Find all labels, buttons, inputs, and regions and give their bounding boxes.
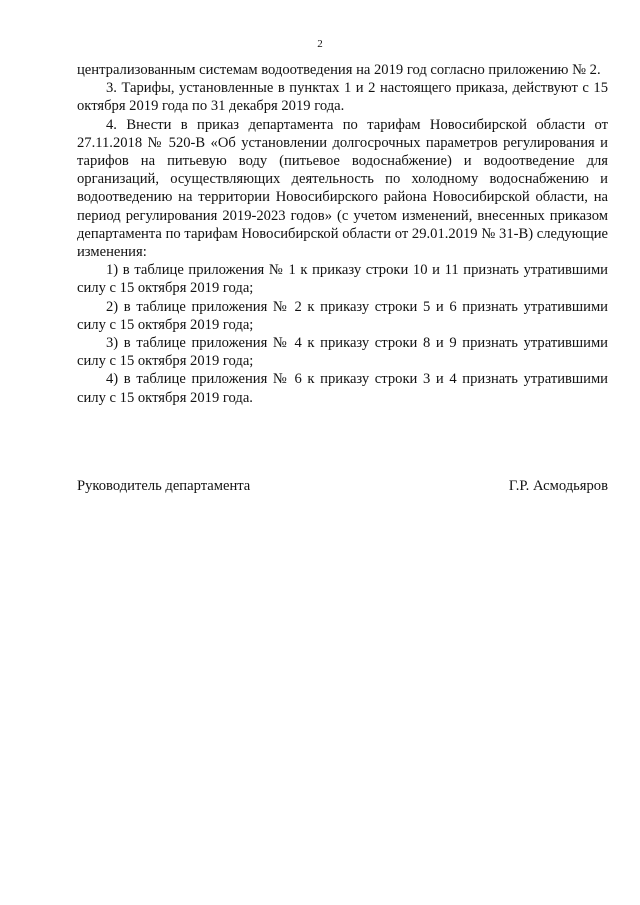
subitem-1: 1) в таблице приложения № 1 к приказу строки 10 и 11 признать утратившими силу с 15 октября 2019 года; [77, 262, 608, 297]
paragraph-item-4: 4. Внести в приказ департамента по тарифам Новосибирской области от 27.11.2018 № 520-В «Об установлении долгосрочных параметров регулирования и тарифов на питьевую воду (питьевое водоснабжение) и водоотведение для организаций, осуществляющих деятельность по холодному водоснабжению и водоотведению на территории Новосибирского района Новосибирской области, на период регулирования 2019-2023 годов» (с учетом изменений, внесенных приказом департамента по тарифам Новосибирской области от 29.01.2019 № 31-В) следующие изменения: [77, 116, 608, 261]
subitem-2: 2) в таблице приложения № 2 к приказу строки 5 и 6 признать утратившими силу с 15 октября 2019 года; [77, 298, 608, 333]
paragraph-item-3: 3. Тарифы, установленные в пунктах 1 и 2 настоящего приказа, действуют с 15 октября 2019 года по 31 декабря 2019 года. [77, 80, 608, 115]
paragraph-continuation: централизованным системам водоотведения на 2019 год согласно приложению № 2. [77, 62, 601, 78]
signatory-name: Г.Р. Асмодьяров [508, 478, 608, 494]
page-number: 2 [317, 38, 323, 50]
document-body [77, 61, 608, 407]
subitem-4: 4) в таблице приложения № 6 к приказу строки 3 и 4 признать утратившими силу с 15 октября 2019 года. [77, 371, 608, 406]
signatory-position: Руководитель департамента [77, 478, 251, 494]
subitem-3: 3) в таблице приложения № 4 к приказу строки 8 и 9 признать утратившими силу с 15 октября 2019 года; [77, 335, 608, 370]
signature-block [77, 477, 608, 495]
